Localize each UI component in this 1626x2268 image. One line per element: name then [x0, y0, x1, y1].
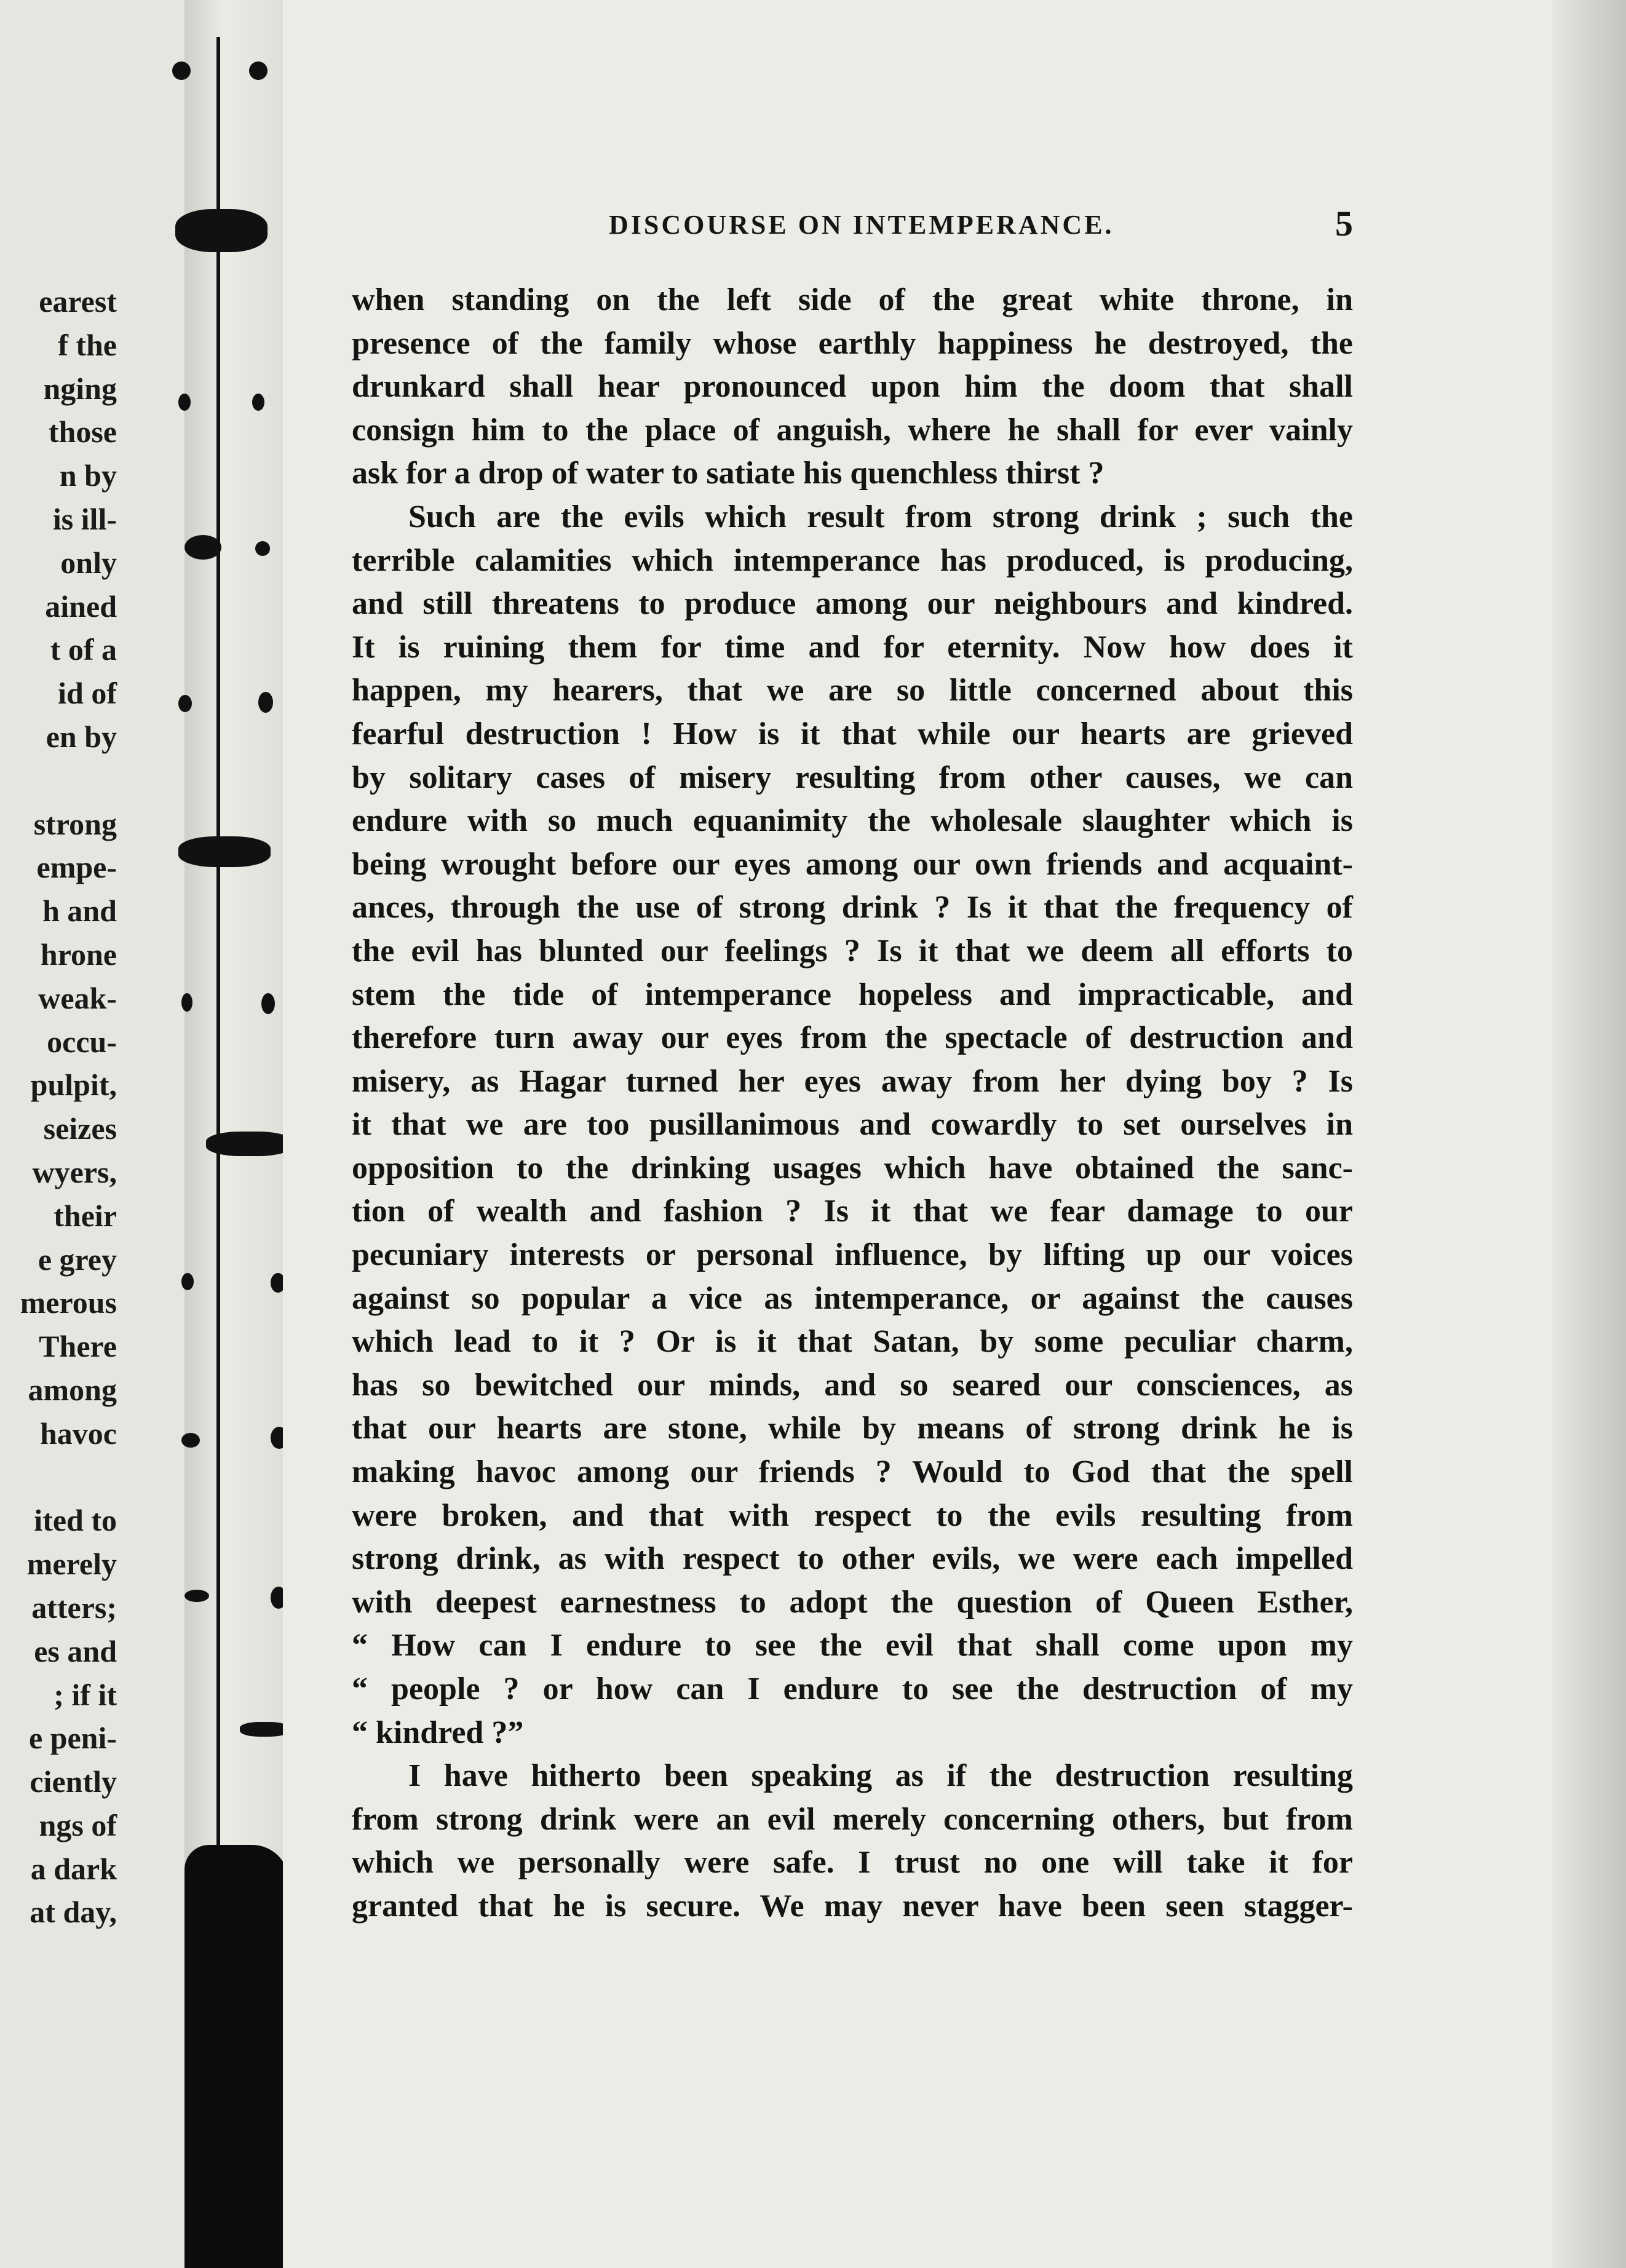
text-line: I have hitherto been speaking as if the destruction resulting	[408, 1758, 1353, 1794]
binding-hole	[181, 1433, 200, 1448]
text-line: the evil has blunted our feelings ? Is it that we deem all efforts to	[352, 933, 1353, 969]
text-line: were broken, and that with respect to the evils resulting from	[352, 1497, 1353, 1533]
text-line: being wrought before our eyes among our own friends and acquaint-	[352, 846, 1353, 882]
text-line: drunkard shall hear pronounced upon him the doom that shall	[352, 369, 1353, 405]
facing-line: only	[60, 545, 117, 580]
text-line: it that we are too pusillanimous and cowardly to set ourselves in	[352, 1107, 1353, 1143]
binding-hole	[261, 993, 275, 1014]
facing-line: e peni-	[28, 1721, 117, 1756]
binding-hole	[255, 541, 270, 556]
facing-line: e grey	[38, 1242, 117, 1277]
text-line: making havoc among our friends ? Would to God that the spell	[352, 1454, 1353, 1490]
binding-hole	[172, 61, 191, 80]
text-line: therefore turn away our eyes from the spectacle of destruction and	[352, 1020, 1353, 1056]
binding-hole	[184, 1590, 209, 1602]
facing-line: strong	[33, 806, 117, 841]
text-line: when standing on the left side of the great white throne, in	[352, 282, 1353, 317]
text-line: endure with so much equanimity the wholesale slaughter which is	[352, 803, 1353, 839]
text-line: ask for a drop of water to satiate his quenchless thirst ?	[352, 456, 1104, 491]
binding-hole	[249, 61, 268, 80]
text-line: misery, as Hagar turned her eyes away from her dying boy ? Is	[352, 1063, 1353, 1099]
facing-line: is ill-	[52, 501, 117, 536]
text-line: happen, my hearers, that we are so little concerned about this	[352, 673, 1353, 708]
facing-line: their	[54, 1198, 117, 1233]
body-text	[352, 279, 1353, 1929]
facing-line: t of a	[50, 632, 117, 667]
text-line: which we personally were safe. I trust no one will take it for	[352, 1845, 1353, 1881]
facing-line: merous	[20, 1285, 117, 1320]
text-line: granted that he is secure. We may never have been seen stagger-	[352, 1888, 1353, 1924]
binding-hole	[175, 209, 268, 252]
facing-line: id of	[58, 676, 117, 711]
binding-hole	[258, 692, 273, 713]
binding-hole	[181, 1273, 194, 1290]
text-line: against so popular a vice as intemperance, or against the causes	[352, 1280, 1353, 1316]
text-line: and still threatens to produce among our neighbours and kindred.	[352, 586, 1353, 622]
facing-line: f the	[58, 327, 117, 362]
facing-line: ained	[45, 589, 117, 624]
text-line: consign him to the place of anguish, where he shall for ever vainly	[352, 412, 1353, 448]
text-line: tion of wealth and fashion ? Is it that we fear damage to our	[352, 1194, 1353, 1229]
text-line: has so bewitched our minds, and so seared our consciences, as	[352, 1367, 1353, 1403]
facing-line: merely	[26, 1547, 117, 1582]
facing-line: havoc	[40, 1416, 117, 1451]
running-title: DISCOURSE ON INTEMPERANCE.	[609, 210, 1114, 240]
facing-line: es and	[34, 1633, 117, 1668]
facing-page-text	[20, 280, 117, 1934]
facing-line: occu-	[47, 1024, 117, 1059]
facing-line: h and	[42, 894, 117, 929]
facing-line: nging	[43, 371, 117, 406]
dark-binding-stain	[184, 1845, 289, 2268]
binding-hole	[178, 394, 191, 411]
gutter-fold-line	[216, 37, 220, 1894]
binding-hole	[181, 993, 192, 1012]
page-edge-shadow	[1552, 0, 1626, 2268]
text-line: terrible calamities which intemperance has produced, is producing,	[352, 542, 1353, 578]
facing-line	[20, 1456, 117, 1499]
facing-line: at day,	[30, 1895, 117, 1930]
binding-hole	[240, 1722, 289, 1737]
facing-line: en by	[46, 719, 117, 754]
text-line: which lead to it ? Or is it that Satan, by some peculiar charm,	[352, 1324, 1353, 1360]
binding-hole	[178, 695, 192, 712]
binding-hole	[178, 836, 271, 867]
facing-line: those	[48, 414, 117, 450]
facing-line: There	[39, 1329, 117, 1364]
text-line: pecuniary interests or personal influence, by lifting up our voices	[352, 1237, 1353, 1273]
text-line: by solitary cases of misery resulting from other causes, we can	[352, 759, 1353, 795]
text-line: fearful destruction ! How is it that while our hearts are grieved	[352, 716, 1353, 751]
facing-line: atters;	[31, 1590, 117, 1625]
text-line: that our hearts are stone, while by means of strong drink he is	[352, 1411, 1353, 1446]
text-line: strong drink, as with respect to other evils, we were each impelled	[352, 1541, 1353, 1577]
facing-line: hrone	[40, 937, 117, 972]
page-number: 5	[1335, 204, 1353, 244]
text-line: stem the tide of intemperance hopeless and impracticable, and	[352, 977, 1353, 1012]
text-line: Such are the evils which result from strong drink ; such the	[408, 499, 1353, 534]
text-line: from strong drink were an evil merely concerning others, but from	[352, 1801, 1353, 1837]
facing-line: ited to	[34, 1503, 117, 1538]
text-line: ances, through the use of strong drink ? Is it that the frequency of	[352, 890, 1353, 926]
facing-line: a dark	[30, 1851, 117, 1886]
binding-hole	[206, 1132, 292, 1156]
text-line: “ people ? or how can I endure to see the destruction of my	[352, 1671, 1353, 1707]
text-line: It is ruining them for time and for eternity. Now how does it	[352, 629, 1353, 665]
facing-line: among	[28, 1372, 117, 1407]
facing-line: ; if it	[54, 1677, 117, 1712]
facing-line: earest	[39, 284, 117, 319]
facing-line: seizes	[43, 1111, 117, 1146]
text-line: with deepest earnestness to adopt the question of Queen Esther,	[352, 1584, 1353, 1620]
facing-line: pulpit,	[30, 1068, 117, 1103]
facing-line: ngs of	[39, 1807, 117, 1842]
binding-hole	[184, 535, 221, 560]
text-line: “ kindred ?”	[352, 1715, 524, 1750]
facing-line: weak-	[38, 980, 117, 1015]
text-line: “ How can I endure to see the evil that shall come upon my	[352, 1628, 1353, 1663]
facing-line: wyers,	[32, 1154, 117, 1189]
binding-hole	[252, 394, 264, 411]
text-line: opposition to the drinking usages which have obtained the sanc-	[352, 1150, 1353, 1186]
facing-line: ciently	[30, 1764, 117, 1799]
facing-line	[20, 759, 117, 803]
facing-line: empe-	[36, 850, 117, 885]
facing-line: n by	[59, 458, 117, 493]
text-line: presence of the family whose earthly happiness he destroyed, the	[352, 325, 1353, 361]
